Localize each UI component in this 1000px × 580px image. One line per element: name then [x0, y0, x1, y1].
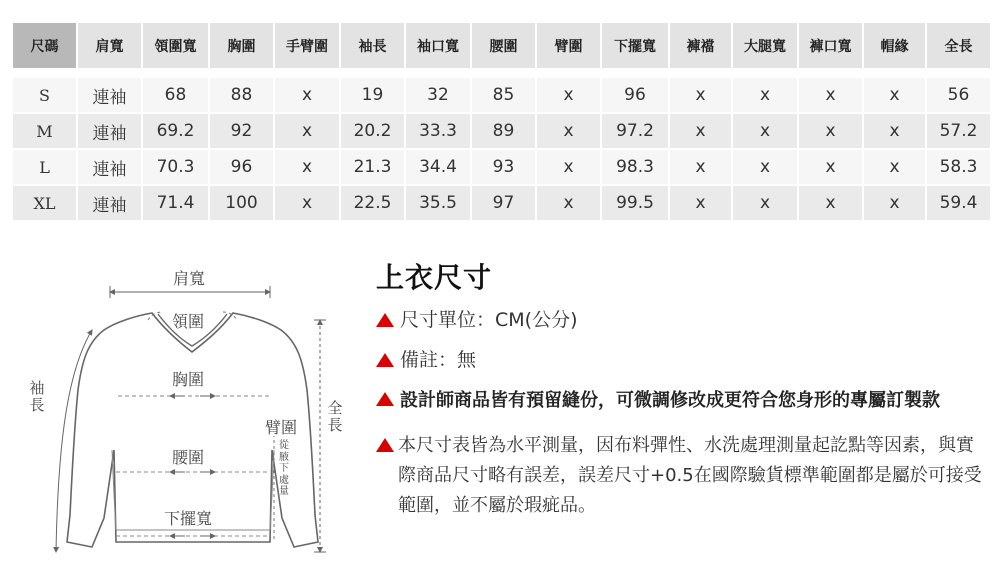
triangle-bullet-icon — [376, 353, 394, 367]
table-row — [12, 149, 991, 185]
table-cell: S — [12, 77, 77, 113]
note-remark — [376, 348, 986, 373]
triangle-bullet-icon — [376, 392, 394, 406]
table-cell: 21.3 — [340, 149, 405, 185]
table-cell: x — [274, 113, 340, 149]
table-cell: 19 — [340, 77, 405, 113]
table-cell: 33.3 — [405, 113, 471, 149]
table-cell: 98.3 — [601, 149, 669, 185]
header-thigh: 大腿寬 — [732, 22, 798, 69]
table-cell: 88 — [209, 77, 274, 113]
table-cell: 56 — [926, 77, 991, 113]
table-cell: 34.4 — [405, 149, 471, 185]
table-cell: M — [12, 113, 77, 149]
table-cell: x — [863, 149, 926, 185]
table-cell: x — [732, 113, 798, 149]
table-cell: 93 — [471, 149, 536, 185]
table-cell: 70.3 — [142, 149, 209, 185]
header-waist: 腰圍 — [471, 22, 536, 69]
label-chest: 胸圍 — [172, 370, 205, 389]
table-cell: x — [669, 77, 732, 113]
table-cell: 89 — [471, 113, 536, 149]
table-cell: x — [274, 149, 340, 185]
table-cell: x — [798, 185, 863, 221]
table-cell: 97.2 — [601, 113, 669, 149]
header-full-length: 全長 — [926, 22, 991, 69]
table-cell: 85 — [471, 77, 536, 113]
table-row — [12, 77, 991, 113]
header-hood-edge: 帽緣 — [863, 22, 926, 69]
table-cell: XL — [12, 185, 77, 221]
header-crotch: 褲襠 — [669, 22, 732, 69]
table-cell: 96 — [601, 77, 669, 113]
label-full-length: 全長 — [327, 399, 343, 434]
label-hem: 下擺寬 — [164, 509, 213, 528]
note-tailor — [376, 387, 986, 416]
table-cell: 20.2 — [340, 113, 405, 149]
header-arm-circ: 手臂圍 — [274, 22, 340, 69]
table-cell: 連袖 — [77, 185, 142, 221]
label-shoulder: 肩寬 — [173, 269, 206, 288]
note-unit-text: 尺寸單位：CM(公分) — [400, 309, 578, 331]
triangle-bullet-icon — [376, 313, 394, 327]
table-cell: L — [12, 149, 77, 185]
header-hem: 下擺寬 — [601, 22, 669, 69]
table-cell: 59.4 — [926, 185, 991, 221]
table-header-row — [12, 22, 991, 69]
note-remark-text: 備註：無 — [400, 348, 477, 371]
note-measure-text: 本尺寸表皆為水平測量，因布料彈性、水洗處理測量起訖點等因素，與實際商品尺寸略有誤差，誤差尺寸+0.5在國際驗貨標準範圍都是屬於可接受範圍，並不屬於瑕疵品。 — [398, 435, 982, 516]
table-cell: x — [798, 77, 863, 113]
note-tailor-text: 設計師商品皆有預留縫份，可微調修改成更符合您身形的專屬訂製款 — [400, 390, 940, 412]
table-cell: 71.4 — [142, 185, 209, 221]
table-cell: 58.3 — [926, 149, 991, 185]
header-shoulder: 肩寬 — [77, 22, 142, 69]
table-cell: x — [536, 185, 601, 221]
table-cell: x — [732, 149, 798, 185]
header-chest: 胸圍 — [209, 22, 274, 69]
size-notes — [376, 256, 986, 520]
header-leg-opening: 褲口寬 — [798, 22, 863, 69]
table-cell: 100 — [209, 185, 274, 221]
table-cell: x — [798, 113, 863, 149]
table-cell: x — [863, 185, 926, 221]
header-upper-arm: 臂圍 — [536, 22, 601, 69]
header-size: 尺碼 — [12, 22, 77, 69]
header-sleeve-length: 袖長 — [340, 22, 405, 69]
table-cell: 32 — [405, 77, 471, 113]
table-cell: 57.2 — [926, 113, 991, 149]
table-cell: x — [536, 113, 601, 149]
table-cell: x — [536, 77, 601, 113]
table-cell: x — [274, 77, 340, 113]
label-waist: 腰圍 — [172, 448, 205, 467]
table-cell: 99.5 — [601, 185, 669, 221]
size-table — [11, 21, 992, 222]
table-cell: x — [669, 113, 732, 149]
note-measure — [376, 431, 986, 520]
table-cell: x — [863, 113, 926, 149]
label-collar: 領圍 — [172, 312, 205, 331]
label-sleeve-length: 袖長 — [29, 379, 45, 414]
label-arm: 臂圍 — [265, 418, 298, 437]
table-row — [12, 113, 991, 149]
table-cell: 68 — [142, 77, 209, 113]
note-unit — [376, 308, 986, 333]
table-cell: 22.5 — [340, 185, 405, 221]
table-cell: 92 — [209, 113, 274, 149]
table-cell: 連袖 — [77, 77, 142, 113]
garment-diagram — [20, 260, 360, 570]
table-cell: 連袖 — [77, 113, 142, 149]
header-collar: 領圍寬 — [142, 22, 209, 69]
table-cell: x — [798, 149, 863, 185]
table-cell: x — [732, 185, 798, 221]
notes-title: 上衣尺寸 — [376, 261, 493, 294]
table-cell: 97 — [471, 185, 536, 221]
table-cell: 96 — [209, 149, 274, 185]
label-arm-note: 從腋下處量 — [279, 440, 289, 497]
table-row — [12, 185, 991, 221]
table-cell: 35.5 — [405, 185, 471, 221]
table-cell: x — [732, 77, 798, 113]
header-cuff: 袖口寬 — [405, 22, 471, 69]
table-cell: x — [536, 149, 601, 185]
table-cell: x — [669, 149, 732, 185]
table-cell: 69.2 — [142, 113, 209, 149]
table-cell: x — [863, 77, 926, 113]
table-cell: x — [669, 185, 732, 221]
table-cell: x — [274, 185, 340, 221]
triangle-bullet-icon — [376, 438, 394, 452]
table-cell: 連袖 — [77, 149, 142, 185]
